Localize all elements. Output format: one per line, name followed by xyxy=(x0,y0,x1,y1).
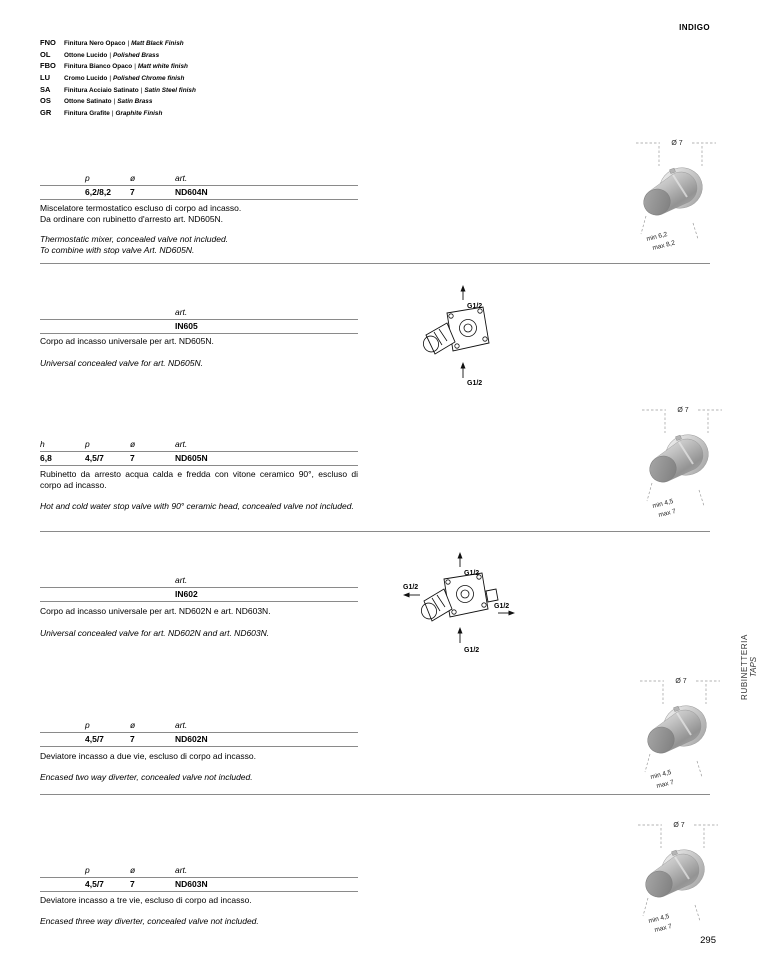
col-header-p: p xyxy=(85,173,90,183)
value-art: IN605 xyxy=(175,321,198,331)
finish-code: SA xyxy=(40,84,51,94)
description-line: Thermostatic mixer, concealed valve not included. xyxy=(40,234,229,244)
max-depth-label: max 7 xyxy=(657,507,677,519)
spec-table-values xyxy=(40,452,358,466)
description-italian xyxy=(40,606,358,617)
connection-label-bottom: G1/2 xyxy=(464,647,480,654)
finish-label xyxy=(64,40,184,47)
description-italian xyxy=(40,203,358,225)
value-diameter: 7 xyxy=(130,879,135,889)
description-english xyxy=(40,501,358,512)
finish-label-en: Satin Brass xyxy=(117,98,153,106)
spec-table-nd602n xyxy=(40,717,358,747)
value-p: 4,5/7 xyxy=(85,453,104,463)
spec-table-nd605n xyxy=(40,436,358,466)
value-diameter: 7 xyxy=(130,453,135,463)
finish-label-en: Polished Brass xyxy=(112,51,160,59)
finish-code: FNO xyxy=(40,38,56,47)
finish-legend xyxy=(40,38,196,120)
spec-table-values xyxy=(40,733,358,747)
finish-label xyxy=(64,63,188,70)
finish-label-it: Finitura Nero Opaco xyxy=(64,40,126,47)
finish-code: OS xyxy=(40,96,51,106)
description-english xyxy=(40,916,358,927)
description-line: Universal concealed valve for art. ND605N. xyxy=(40,358,203,368)
category-sidebar-vertical xyxy=(740,625,762,709)
description-line: Universal concealed valve for art. ND602N and art. ND603N. xyxy=(40,628,270,638)
finish-code: LU xyxy=(40,73,50,83)
finish-label-it: Ottone Satinato xyxy=(64,98,112,106)
finish-legend-row xyxy=(40,108,196,118)
col-header-diameter: ø xyxy=(130,173,136,183)
spec-table-nd604n xyxy=(40,170,358,200)
spec-table-header xyxy=(40,862,358,878)
value-art: ND602N xyxy=(175,734,208,744)
connection-label-right: G1/2 xyxy=(494,603,510,610)
finish-label xyxy=(64,110,162,117)
col-header-p: p xyxy=(85,720,90,730)
value-art: ND604N xyxy=(175,187,208,197)
col-header-p: p xyxy=(85,439,90,449)
finish-legend-row xyxy=(40,85,196,92)
product-image-knob-nd605n xyxy=(632,403,728,521)
col-header-art: art. xyxy=(175,865,188,875)
value-p: 6,2/8,2 xyxy=(85,187,111,197)
finish-label xyxy=(64,75,184,82)
product-image-knob-nd603n xyxy=(628,818,724,936)
category-label-en: TAPS xyxy=(749,656,758,678)
value-art: ND605N xyxy=(175,453,208,463)
spec-table-values xyxy=(40,320,358,334)
col-header-diameter: ø xyxy=(130,439,136,449)
finish-label-en: Graphite Finish xyxy=(115,110,163,118)
value-art: IN602 xyxy=(175,589,198,599)
spec-table-values xyxy=(40,186,358,200)
finish-label xyxy=(64,87,196,94)
connection-label-top: G1/2 xyxy=(464,570,480,577)
diameter-dimension-label: Ø 7 xyxy=(677,407,689,414)
description-english xyxy=(40,358,358,369)
technical-drawing-valve-in602 xyxy=(396,549,524,655)
diameter-dimension-label: Ø 7 xyxy=(675,678,687,685)
description-line: Da ordinare con rubinetto d'arresto art. ND605N. xyxy=(40,214,224,224)
section-separator xyxy=(40,531,710,532)
description-english xyxy=(40,772,358,783)
technical-drawing-valve-in605 xyxy=(406,283,516,387)
value-p: 4,5/7 xyxy=(85,734,104,744)
section-separator xyxy=(40,263,710,264)
spec-table-header xyxy=(40,304,358,320)
spec-table-header xyxy=(40,717,358,733)
col-header-art: art. xyxy=(175,173,188,183)
max-depth-label: max 7 xyxy=(655,778,675,790)
description-italian xyxy=(40,751,358,762)
spec-table-in602 xyxy=(40,572,358,602)
min-depth-label: min 4,5 xyxy=(649,768,673,781)
col-header-art: art. xyxy=(175,307,188,317)
value-diameter: 7 xyxy=(130,187,135,197)
connection-label-top: G1/2 xyxy=(467,303,483,310)
pipe-separator: | xyxy=(109,75,111,83)
category-label-it: RUBINETTERIA xyxy=(740,634,749,700)
description-line: Rubinetto da arresto acqua calda e fredda con vitone ceramico 90°, escluso di corpo ad incasso. xyxy=(40,469,358,490)
finish-code: GR xyxy=(40,108,52,118)
finish-label-it: Cromo Lucido xyxy=(64,75,108,83)
min-depth-label: min 4,5 xyxy=(651,497,675,510)
max-depth-label: max 7 xyxy=(653,922,673,934)
description-italian xyxy=(40,895,358,906)
finish-label-it: Ottone Lucido xyxy=(64,51,108,59)
col-header-art: art. xyxy=(175,575,188,585)
diameter-dimension-label: Ø 7 xyxy=(673,822,685,829)
product-image-knob-nd602n xyxy=(630,674,726,792)
pipe-separator: | xyxy=(134,63,136,71)
brand-title: INDIGO xyxy=(679,23,710,32)
spec-table-header xyxy=(40,572,358,588)
finish-label xyxy=(64,52,159,59)
col-header-diameter: ø xyxy=(130,720,136,730)
finish-legend-row xyxy=(40,96,196,106)
finish-label-it: Finitura Acciaio Satinato xyxy=(64,86,139,94)
finish-legend-row xyxy=(40,50,196,57)
pipe-separator: | xyxy=(111,110,114,118)
description-line: Encased three way diverter, concealed valve not included. xyxy=(40,916,259,926)
connection-label-bottom: G1/2 xyxy=(467,380,483,387)
spec-table-header xyxy=(40,436,358,452)
description-line: Corpo ad incasso universale per art. ND605N. xyxy=(40,336,214,346)
spec-table-header xyxy=(40,170,358,186)
description-italian xyxy=(40,469,358,491)
pipe-separator: | xyxy=(127,40,130,47)
description-line: Deviatore incasso a due vie, escluso di corpo ad incasso. xyxy=(40,751,256,761)
max-depth-label: max 8,2 xyxy=(651,239,676,252)
description-english xyxy=(40,234,358,256)
spec-table-nd603n xyxy=(40,862,358,892)
col-header-p: p xyxy=(85,865,90,875)
col-header-art: art. xyxy=(175,439,188,449)
finish-label-it: Finitura Grafite xyxy=(64,110,110,118)
value-h: 6,8 xyxy=(40,453,52,463)
description-english xyxy=(40,628,358,639)
min-depth-label: min 4,5 xyxy=(647,912,671,925)
description-line: Miscelatore termostatico escluso di corpo ad incasso. xyxy=(40,203,242,213)
finish-label-en: Matt white finish xyxy=(137,63,188,71)
product-image-knob-nd604n xyxy=(626,136,722,254)
pipe-separator: | xyxy=(113,98,116,106)
finish-label-en: Polished Chrome finish xyxy=(112,75,185,83)
description-line: Corpo ad incasso universale per art. ND602N e art. ND603N. xyxy=(40,606,271,616)
description-line: To combine with stop valve Art. ND605N. xyxy=(40,245,195,255)
connection-label-left: G1/2 xyxy=(403,584,419,591)
min-depth-label: min 6,2 xyxy=(645,230,669,243)
description-italian xyxy=(40,336,358,347)
finish-legend-row xyxy=(40,61,196,71)
description-line: Hot and cold water stop valve with 90° ceramic head, concealed valve not included. xyxy=(40,501,354,511)
page-number: 295 xyxy=(700,935,716,946)
finish-label-en: Matt Black Finish xyxy=(131,40,184,47)
finish-legend-row xyxy=(40,73,196,83)
value-diameter: 7 xyxy=(130,734,135,744)
diameter-dimension-label: Ø 7 xyxy=(671,140,683,147)
finish-legend-row xyxy=(40,38,196,45)
spec-table-values xyxy=(40,878,358,892)
description-line: Deviatore incasso a tre vie, escluso di corpo ad incasso. xyxy=(40,895,252,905)
section-separator xyxy=(40,794,710,795)
spec-table-values xyxy=(40,588,358,602)
col-header-art: art. xyxy=(175,720,188,730)
finish-label xyxy=(64,98,152,105)
finish-code: FBO xyxy=(40,61,56,71)
col-header-diameter: ø xyxy=(130,865,136,875)
finish-label-en: Satin Steel finish xyxy=(144,86,196,94)
description-line: Encased two way diverter, concealed valve not included. xyxy=(40,772,253,782)
finish-label-it: Finitura Bianco Opaco xyxy=(64,63,133,71)
spec-table-in605 xyxy=(40,304,358,334)
value-art: ND603N xyxy=(175,879,208,889)
pipe-separator: | xyxy=(109,51,111,59)
pipe-separator: | xyxy=(140,86,143,94)
finish-code: OL xyxy=(40,49,51,59)
col-header-h: h xyxy=(40,439,45,449)
value-p: 4,5/7 xyxy=(85,879,104,889)
